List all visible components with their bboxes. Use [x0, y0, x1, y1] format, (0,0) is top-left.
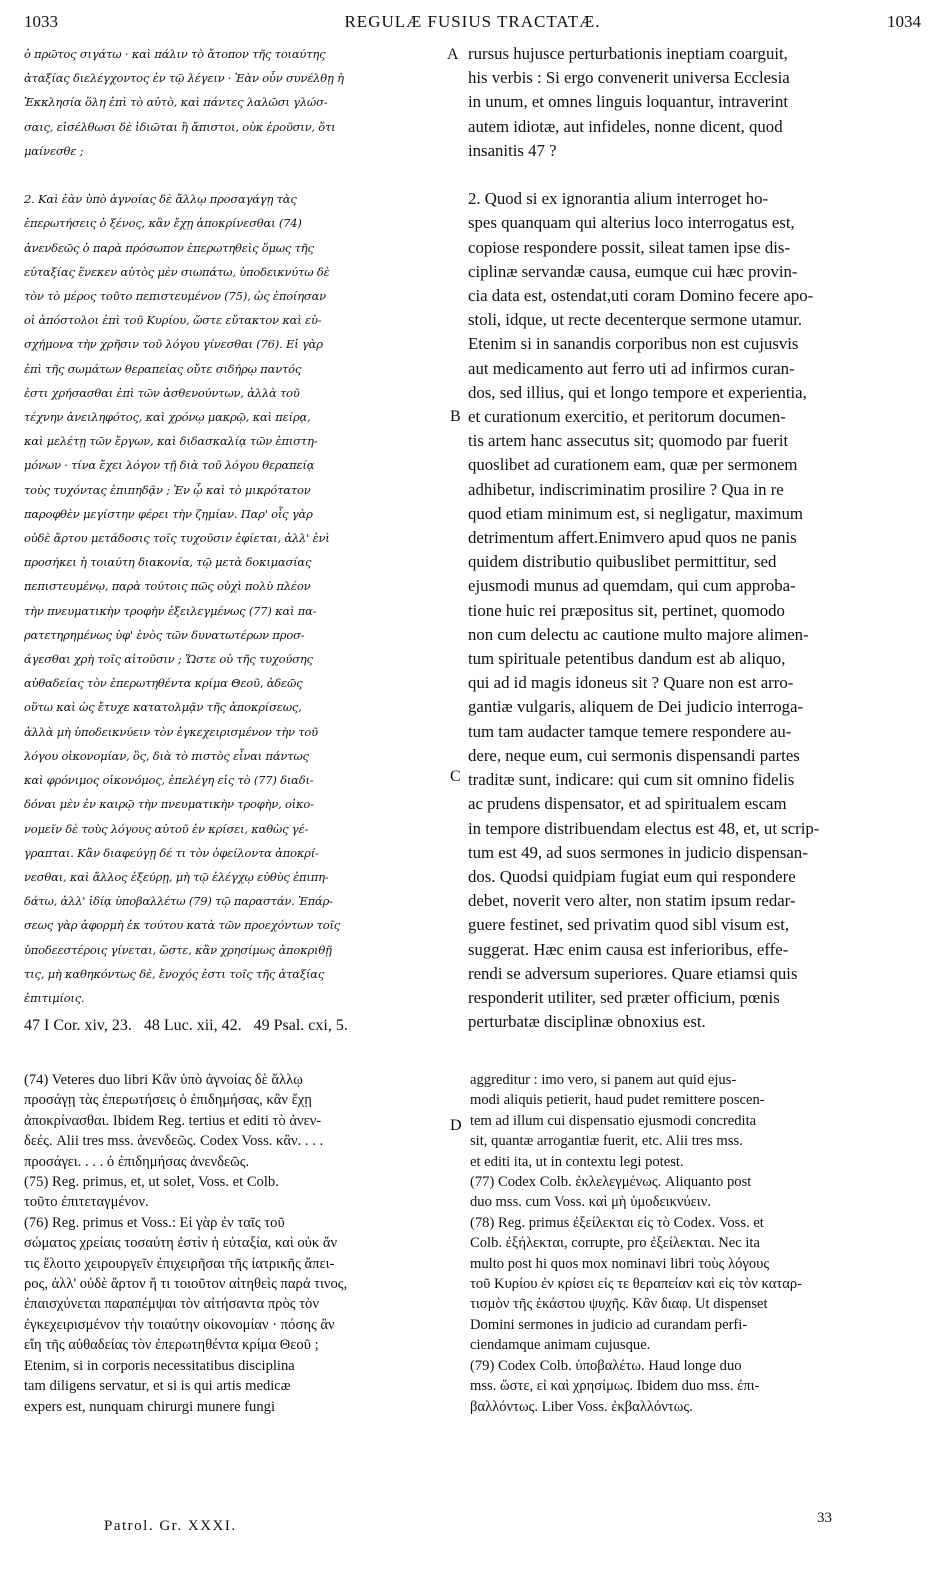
footnotes-left: (74) Veteres duo libri Κἂν ὑπὸ ἀγνοίας δὲ ἄλλῳ προσάγῃ τὰς ἐπερωτήσεις ὁ ἐπιδημήσας, κἂν ἔχῃ ἀποκρίνασθαι. Ibidem Reg. tertius et editi τὸ ἀνεν- δεές. Alii tres mss. ἀνενδεῶς. Codex Voss. κἂν. . . . προσάγει. . . . ὁ ἐπιδημήσας ἀνενδεῶς. (75) Reg. primus, et, ut solet, Voss. et Colb. τοῦτο ἐπιτεταγμένον. (76) Reg. primus et Voss.: Εἰ γὰρ ἐν ταῖς τοῦ σώματος χρείαις τοσαύτη ἐστὶν ἡ εὐταξία, καὶ οὐκ ἄν τις ἕλοιτο χειρουργεῖν ἐπιχειρῆσαι τῆς ἰατρικῆς ἄπει- ρος, ἀλλ' οὐδὲ ἄρτον ἤ τι τοιοῦτον αἰτηθεὶς παρά τινος, ἐπαισχύνεται παραπέμψαι τὸν αἰτήσαντα πρὸς τὸν ἐγκεχειρισμένον τὴν τοιαύτην οἰκονομίαν · πόσης ἂν εἴη τῆς αὐθαδείας τὸν ἐπερωτηθέντα κρίμα Θεοῦ ; Etenim, si in corporis necessitatibus disciplina tam diligens servatur, et si is qui artis medicæ expers est, nunquam chirurgi munere fungi: [24, 1072, 348, 1415]
footer-volume: Patrol. Gr. XXXI.: [104, 1518, 237, 1534]
page-header: [24, 12, 921, 34]
footnotes-right: aggreditur : imo vero, si panem aut quid ejus- modi aliquis petierit, haud pudet remittere poscen- tem ad illum cui dispensatio ejusmodi concredita sit, quantæ arrogantiæ fuerit, etc. Alii tres mss. et editi ita, ut in contextu legi potest. (77) Codex Colb. ἐκλελεγμένως. Aliquanto post duo mss. cum Voss. καὶ μὴ ὑμοδεικνύειν. (78) Reg. primus ἐξείλεκται εἰς τὸ Codex. Voss. et Colb. ἐξήλεκται, corrupte, pro ἐξείλεκται. Nec ita multo post hi quos mox nominavi libri τοὺς λόγους τοῦ Κυρίου ἐν κρίσει εἰς τε θεραπείαν καὶ εἰς τὸν καταρ- τισμὸν τῆς ἑκάστου ψυχῆς. Κἂν διαφ. Ut dispenset Domini sermones in judicio ad curandam perfi- ciendamque animam cujusque. (79) Codex Colb. ὑποβαλέτω. Haud longe duo mss. ὥστε, εἰ καὶ χρησίμως. Ibidem duo mss. ἐπι- βαλλόντως. Liber Voss. ἐκβαλλόντως.: [470, 1072, 803, 1415]
section-marker-b: B: [450, 408, 461, 425]
page-number-right: 1034: [887, 12, 921, 31]
section-marker-c: C: [450, 768, 461, 785]
latin-text-column: rursus hujusce perturbationis ineptiam coarguit, his verbis : Si ergo convenerit universa Ecclesia in unum, et omnes linguis loquantur, intraverint autem idiotæ, aut infideles, nonne dicent, quod insanitis 47 ? 2. Quod si ex ignorantia alium interroget ho- spes quanquam qui alterius loco interrogatus est, copiose respondere possit, sileat tamen ipse dis- ciplinæ servandæ causa, eumque cui hæc provin- cia data est, ostendat,uti coram Domino fecere apo- stoli, idque, ut recte decenterque sermone utamur. Etenim si in sanandis corporibus non est cujusvis aut medicamento aut ferro uti ad infirmos curan- dos, sed illius, qui et longo tempore et experientia, et curationum exercitio, et peritorum documen- tis artem hanc assecutus sit; quomodo par fuerit quoslibet ad curationem eam, quæ per sermonem adhibetur, indiscriminatim prosilire ? Qua in re quod etiam minimum est, si negligatur, maximum detrimentum affert.Enimvero apud quos ne panis quidem distributio quibuslibet permittitur, sed ejusmodi munus ad quemdam, qui cum approba- tione huic rei præpositus sit, pertinet, quomodo non cum delectu ac cautione multo majore alimen- tum spirituale petentibus dandum est ab aliquo, qui ad id magis idoneus sit ? Quare non est arro- gantiæ vulgaris, aliquem de Dei judicio interroga- tum tam audacter tamque temere respondere au- dere, neque eum, cui sermonis dispensandi partes traditæ sunt, indicare: qui cum sit omnino fidelis ac prudens dispensator, et ad spiritualem escam in tempore distribuendam electus est 48, et, ut scrip- tum est 49, ad suos sermones in judicio dispensan- dos. Quodsi quidpiam fugiat eum qui respondere debet, noverit vero alter, non statim ipsum redar- guere festinet, sed privatim quod sibl visum est, suggerat. Hæc enim causa est inferioribus, effe- rendi se adversum superiores. Quare etiamsi quis responderit utiliter, sed præter officium, pœnis perturbatæ disciplinæ obnoxius est.: [468, 44, 820, 1032]
section-marker-d: D: [450, 1117, 462, 1134]
footer-signature: 33: [817, 1510, 832, 1526]
greek-text-column: ὁ πρῶτος σιγάτω · καὶ πάλιν τὸ ἄτοπον τῆς τοιαύτης ἀταξίας διελέγχοντος ἐν τῷ λέγειν · Ἐὰν οὖν συνέλθῃ ἡ Ἐκκλησία ὅλη ἐπὶ τὸ αὐτὸ, καὶ πάντες λαλῶσι γλώσ- σαις, εἰσέλθωσι δὲ ἰδιῶται ἢ ἄπιστοι, οὐκ ἐροῦσιν, ὅτι μαίνεσθε ; 2. Καὶ ἐὰν ὑπὸ ἀγνοίας δὲ ἄλλῳ προσαγάγῃ τὰς ἐπερωτήσεις ὁ ξένος, κἂν ἔχῃ ἀποκρίνεσθαι (74) ἀνενδεῶς ὁ παρὰ πρόσωπον ἐπερωτηθεὶς ὅμως τῆς εὐταξίας ἕνεκεν αὐτὸς μὲν σιωπάτω, ὑποδεικνύτω δὲ τὸν τὸ μέρος τοῦτο πεπιστευμένον (75), ὡς ἐποίησαν οἱ ἀπόστολοι ἐπὶ τοῦ Κυρίου, ὥστε εὔτακτον καὶ εὐ- σχήμονα τὴν χρῆσιν τοῦ λόγου γίνεσθαι (76). Εἰ γὰρ ἐπὶ τῆς σωμάτων θεραπείας οὔτε σιδήρῳ παντός ἐστι χρήσασθαι ἐπὶ τῶν ἀσθενούντων, ἀλλὰ τοῦ τέχνην ἀνειληφότος, καὶ χρόνῳ μακρῷ, καὶ πείρᾳ, καὶ μελέτῃ τῶν ἔργων, καὶ διδασκαλίᾳ τῶν ἐπιστη- μόνων · τίνα ἔχει λόγον τῇ διὰ τοῦ λόγου θεραπείᾳ τοὺς τυχόντας ἐπιπηδᾷν ; Ἐν ᾧ καὶ τὸ μικρότατον παροφθὲν μεγίστην φέρει τὴν ζημίαν. Παρ' οἷς γὰρ οὐδὲ ἄρτου μετάδοσις τοῖς τυχοῦσιν ἐφίεται, ἀλλ' ἑνὶ προσήκει ἡ τοιαύτη διακονία, τῷ μετὰ δοκιμασίας πεπιστευμένῳ, παρὰ τούτοις πῶς οὐχὶ πολὺ πλέον τὴν πνευματικὴν τροφὴν ἐξειλεγμένως (77) καὶ πα- ρατετηρημένως ὑφ' ἑνὸς τῶν δυνατωτέρων προσ- άγεσθαι χρὴ τοῖς αἰτοῦσιν ; Ὥστε οὐ τῆς τυχούσης αὐθαδείας τὸν ἐπερωτηθέντα κρίμα Θεοῦ, ἀδεῶς οὕτω καὶ ὡς ἔτυχε κατατολμᾷν τῆς ἀποκρίσεως, ἀλλὰ μὴ ὑποδεικνύειν τὸν ἐγκεχειρισμένον τὴν τοῦ λόγου οἰκονομίαν, ὃς, διὰ τὸ πιστὸς εἶναι πάντως καὶ φρόνιμος οἰκονόμος, ἐπελέγη εἰς τὸ (77) διαδι- δόναι μὲν ἐν καιρῷ τὴν πνευματικὴν τροφὴν, οἰκο- νομεῖν δὲ τοὺς λόγους αὐτοῦ ἐν κρίσει, καθὼς γέ- γραπται. Κἂν διαφεύγῃ δέ τι τὸν ὀφείλοντα ἀποκρί- νεσθαι, καὶ ἄλλος ἐξεύρῃ, μὴ τῷ ἐλέγχῳ εὐθὺς ἐπιπη- δάτω, ἀλλ' ἰδίᾳ ὑποβαλλέτω (79) τῷ παραστάν. Ἐπάρ- σεως γὰρ ἀφορμὴ ἐκ τούτου κατὰ τῶν προεχόντων τοῖς ὑποδεεστέροις γίνεται, ὥστε, κἂν χρησίμως ἀποκριθῇ τις, μὴ καθηκόντως δὲ, ἔνοχός ἐστι τοῖς τῆς ἀταξίας ἐπιτιμίοις.: [24, 47, 344, 1005]
section-marker-a: A: [447, 46, 459, 63]
page-number-left: 1033: [24, 12, 58, 31]
running-title: REGULÆ FUSIUS TRACTATÆ.: [344, 12, 601, 31]
scripture-references: 47 I Cor. xiv, 23. 48 Luc. xii, 42. 49 Psal. cxi, 5.: [24, 1017, 348, 1034]
